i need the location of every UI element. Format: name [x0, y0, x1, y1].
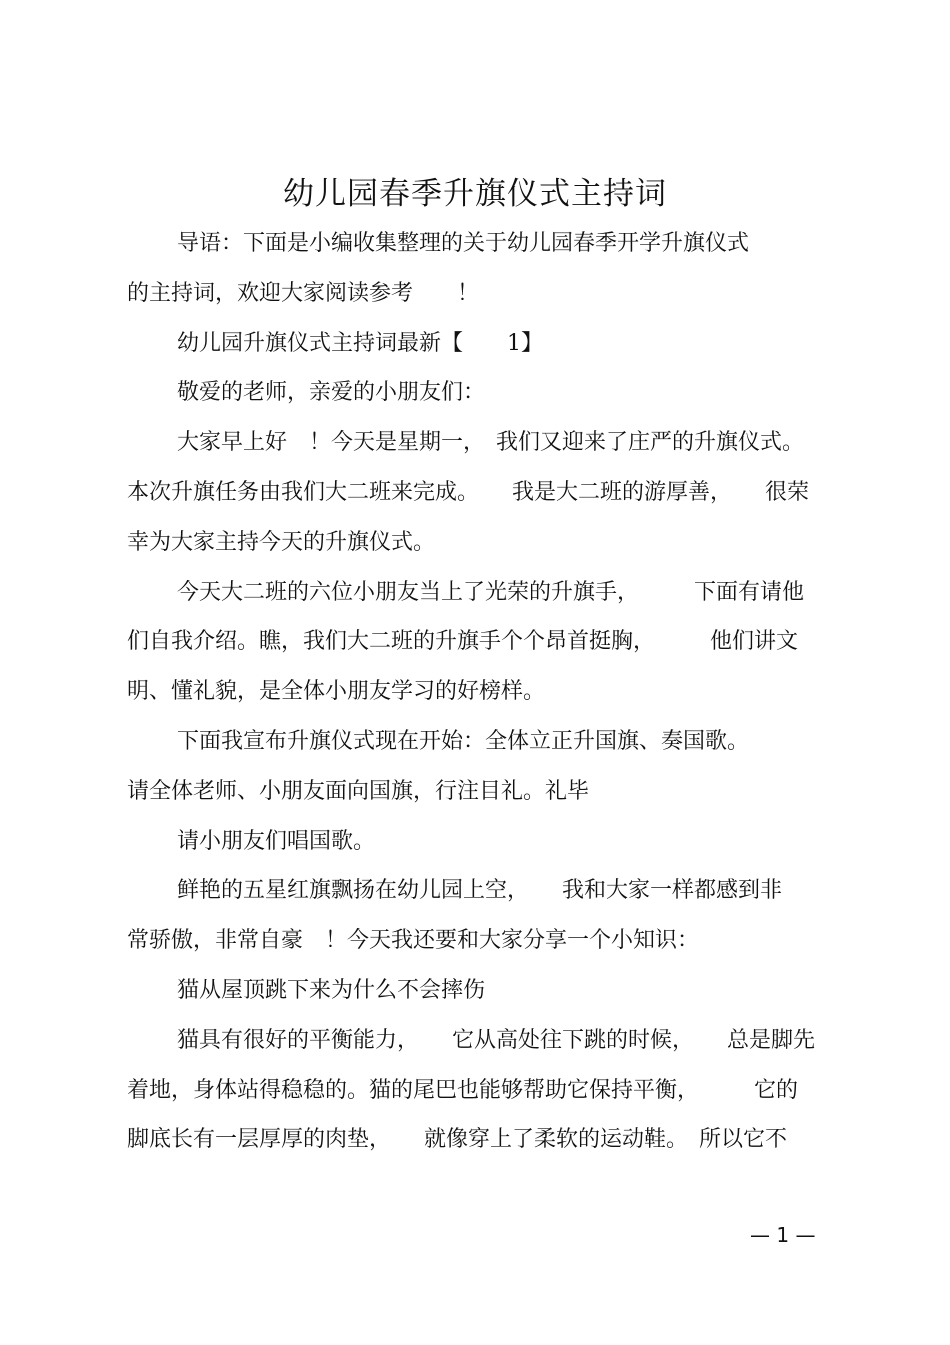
- paragraph-line: 着地，身体站得稳稳的。猫的尾巴也能够帮助它保持平衡， 它的: [127, 1078, 799, 1103]
- paragraph-line: 鲜艳的五星红旗飘扬在幼儿园上空， 我和大家一样都感到非: [177, 878, 783, 903]
- paragraph-line: 明、懂礼貌，是全体小朋友学习的好榜样。: [127, 679, 546, 704]
- paragraph-line: 的主持词，欢迎大家阅读参考 ！: [127, 281, 480, 306]
- paragraph-line: 敬爱的老师，亲爱的小朋友们：: [177, 380, 486, 405]
- paragraph-line: 请全体老师、小朋友面向国旗，行注目礼。礼毕: [127, 779, 590, 804]
- page-number: — 1 —: [750, 1223, 816, 1247]
- paragraph-line: 猫从屋顶跳下来为什么不会摔伤: [177, 978, 486, 1003]
- paragraph-line: 脚底长有一层厚厚的肉垫， 就像穿上了柔软的运动鞋。 所以它不: [127, 1127, 788, 1152]
- paragraph-line: 本次升旗任务由我们大二班来完成。 我是大二班的游厚善， 很荣: [127, 480, 810, 505]
- paragraph-line: 们自我介绍。瞧，我们大二班的升旗手个个昂首挺胸， 他们讲文: [127, 629, 799, 654]
- paragraph-line: 猫具有很好的平衡能力， 它从高处往下跳的时候， 总是脚先: [177, 1028, 816, 1053]
- paragraph-line: 幸为大家主持今天的升旗仪式。: [127, 530, 436, 555]
- paragraph-line: 请小朋友们唱国歌。: [177, 829, 376, 854]
- paragraph-line: 导语：下面是小编收集整理的关于幼儿园春季开学升旗仪式: [177, 231, 750, 256]
- document-title: 幼儿园春季升旗仪式主持词: [283, 176, 667, 212]
- section-heading: 幼儿园升旗仪式主持词最新【 1】: [177, 331, 543, 356]
- paragraph-line: 今天大二班的六位小朋友当上了光荣的升旗手， 下面有请他: [177, 580, 805, 605]
- paragraph-line: 常骄傲，非常自豪 ！今天我还要和大家分享一个小知识：: [127, 928, 700, 953]
- paragraph-line: 下面我宣布升旗仪式现在开始：全体立正升国旗、奏国歌。: [177, 729, 750, 754]
- paragraph-line: 大家早上好 ！今天是星期一， 我们又迎来了庄严的升旗仪式。: [177, 430, 805, 455]
